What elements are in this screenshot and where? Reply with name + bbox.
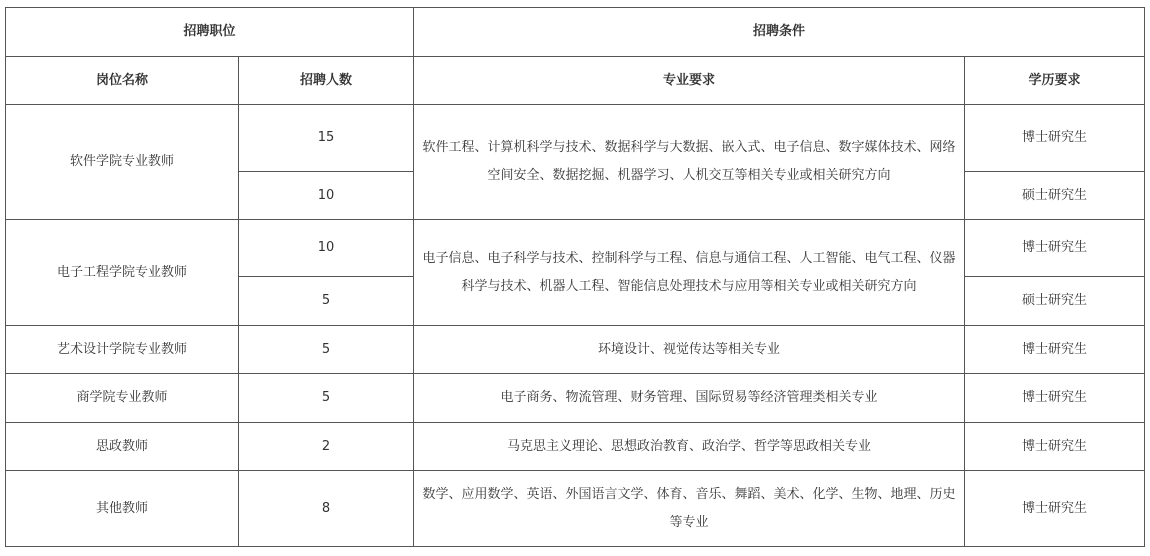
position-name: 其他教师 [6, 471, 239, 547]
recruit-count: 10 [239, 172, 414, 220]
major-requirement: 电子信息、电子科学与技术、控制科学与工程、信息与通信工程、人工智能、电气工程、仪器科学与技术、机器人工程、智能信息处理技术与应用等相关专业或相关研究方向 [414, 220, 965, 326]
table-column-header-row [6, 57, 1145, 105]
header-recruit-count: 招聘人数 [239, 57, 414, 105]
degree-requirement: 博士研究生 [965, 374, 1145, 423]
recruit-count: 2 [239, 423, 414, 471]
recruitment-table [5, 7, 1145, 547]
table-row [6, 471, 1145, 547]
degree-requirement: 硕士研究生 [965, 172, 1145, 220]
header-conditions-group: 招聘条件 [414, 8, 1145, 57]
position-name: 思政教师 [6, 423, 239, 471]
header-position-group: 招聘职位 [6, 8, 414, 57]
header-position-name: 岗位名称 [6, 57, 239, 105]
degree-requirement: 博士研究生 [965, 220, 1145, 277]
major-requirement: 电子商务、物流管理、财务管理、国际贸易等经济管理类相关专业 [414, 374, 965, 423]
position-name: 软件学院专业教师 [6, 105, 239, 220]
degree-requirement: 博士研究生 [965, 105, 1145, 172]
table-row [6, 105, 1145, 172]
table-row [6, 220, 1145, 277]
table-row [6, 326, 1145, 374]
position-name: 电子工程学院专业教师 [6, 220, 239, 326]
recruit-count: 5 [239, 326, 414, 374]
table-row [6, 374, 1145, 423]
major-requirement: 马克思主义理论、思想政治教育、政治学、哲学等思政相关专业 [414, 423, 965, 471]
major-requirement: 数学、应用数学、英语、外国语言文学、体育、音乐、舞蹈、美术、化学、生物、地理、历史等专业 [414, 471, 965, 547]
header-major-requirement: 专业要求 [414, 57, 965, 105]
header-degree-requirement: 学历要求 [965, 57, 1145, 105]
table-row [6, 423, 1145, 471]
degree-requirement: 博士研究生 [965, 326, 1145, 374]
degree-requirement: 硕士研究生 [965, 277, 1145, 326]
recruit-count: 5 [239, 277, 414, 326]
recruit-count: 5 [239, 374, 414, 423]
table-group-header-row [6, 8, 1145, 57]
position-name: 商学院专业教师 [6, 374, 239, 423]
major-requirement: 软件工程、计算机科学与技术、数据科学与大数据、嵌入式、电子信息、数字媒体技术、网络空间安全、数据挖掘、机器学习、人机交互等相关专业或相关研究方向 [414, 105, 965, 220]
major-requirement: 环境设计、视觉传达等相关专业 [414, 326, 965, 374]
recruit-count: 8 [239, 471, 414, 547]
degree-requirement: 博士研究生 [965, 471, 1145, 547]
position-name: 艺术设计学院专业教师 [6, 326, 239, 374]
recruit-count: 15 [239, 105, 414, 172]
degree-requirement: 博士研究生 [965, 423, 1145, 471]
recruit-count: 10 [239, 220, 414, 277]
